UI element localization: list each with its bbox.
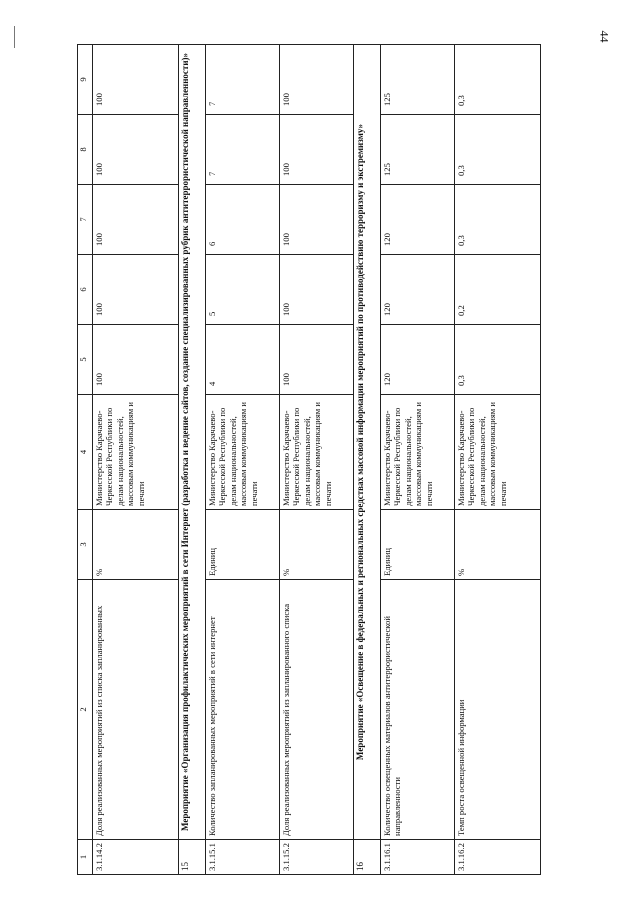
page-number: 44 xyxy=(597,30,612,43)
value-cell: 7 xyxy=(206,115,280,185)
table-row xyxy=(93,45,179,875)
value-cell: 4 xyxy=(206,325,280,395)
value-cell: 0,2 xyxy=(455,255,541,325)
section-title: Мероприятие «Организация профилактических мероприятий в сети Интернет (разработка и ведение сайтов, создание специализированных рубрик антитеррористической направленности)» xyxy=(179,45,206,840)
indicator-name: Доля реализованных мероприятий из запланированного списка xyxy=(280,580,354,840)
unit-cell: % xyxy=(280,510,354,580)
column-header: 4 xyxy=(78,395,93,510)
row-code: 3.1.16.2 xyxy=(455,840,541,875)
value-cell: 100 xyxy=(280,45,354,115)
value-cell: 0,3 xyxy=(455,325,541,395)
value-cell: 120 xyxy=(381,255,455,325)
column-header: 9 xyxy=(78,45,93,115)
value-cell: 7 xyxy=(206,45,280,115)
value-cell: 0,3 xyxy=(455,115,541,185)
executor-cell: Министерство Карачаево-Черкесской Республики по делам национальностей, массовым коммуникациям и печати xyxy=(93,395,179,510)
column-header: 6 xyxy=(78,255,93,325)
column-header: 1 xyxy=(78,840,93,875)
executor-cell: Министерство Карачаево-Черкесской Республики по делам национальностей, массовым коммуникациям и печати xyxy=(455,395,541,510)
column-header: 3 xyxy=(78,510,93,580)
section-code: 15 xyxy=(179,840,206,875)
value-cell: 100 xyxy=(280,325,354,395)
indicator-name: Темп роста освещенной информации xyxy=(455,580,541,840)
value-cell: 100 xyxy=(93,185,179,255)
scan-edge-mark xyxy=(14,26,15,48)
value-cell: 120 xyxy=(381,185,455,255)
value-cell: 100 xyxy=(280,255,354,325)
column-header: 2 xyxy=(78,580,93,840)
value-cell: 0,3 xyxy=(455,45,541,115)
section-code: 16 xyxy=(354,840,381,875)
indicator-name: Доля реализованных мероприятий из списка запланированных xyxy=(93,580,179,840)
indicators-table xyxy=(77,44,541,875)
table-row xyxy=(206,45,280,875)
value-cell: 100 xyxy=(93,45,179,115)
table-row xyxy=(381,45,455,875)
executor-cell: Министерство Карачаево-Черкесской Республики по делам национальностей, массовым коммуникациям и печати xyxy=(381,395,455,510)
row-code: 3.1.15.2 xyxy=(280,840,354,875)
section-title: Мероприятие «Освещение в федеральных и региональных средствах массовой информации мероприятий по противодействию терроризму и экстремизму» xyxy=(354,45,381,840)
value-cell: 100 xyxy=(93,115,179,185)
row-code: 3.1.14.2 xyxy=(93,840,179,875)
value-cell: 120 xyxy=(381,325,455,395)
value-cell: 0,3 xyxy=(455,185,541,255)
value-cell: 100 xyxy=(280,185,354,255)
row-code: 3.1.15.1 xyxy=(206,840,280,875)
value-cell: 6 xyxy=(206,185,280,255)
section-row xyxy=(179,45,206,875)
section-row xyxy=(354,45,381,875)
executor-cell: Министерство Карачаево-Черкесской Республики по делам национальностей, массовым коммуникациям и печати xyxy=(206,395,280,510)
table-row xyxy=(455,45,541,875)
unit-cell: Единиц xyxy=(206,510,280,580)
row-code: 3.1.16.1 xyxy=(381,840,455,875)
column-header: 7 xyxy=(78,185,93,255)
executor-cell: Министерство Карачаево-Черкесской Республики по делам национальностей, массовым коммуникациям и печати xyxy=(280,395,354,510)
value-cell: 100 xyxy=(93,255,179,325)
unit-cell: Единиц xyxy=(381,510,455,580)
unit-cell: % xyxy=(455,510,541,580)
column-header-row xyxy=(78,45,93,875)
value-cell: 125 xyxy=(381,45,455,115)
value-cell: 100 xyxy=(280,115,354,185)
column-header: 5 xyxy=(78,325,93,395)
indicator-name: Количество запланированных мероприятий в сети интернет xyxy=(206,580,280,840)
unit-cell: % xyxy=(93,510,179,580)
value-cell: 100 xyxy=(93,325,179,395)
rotated-table-wrapper xyxy=(77,45,612,875)
table-row xyxy=(280,45,354,875)
value-cell: 5 xyxy=(206,255,280,325)
indicator-name: Количество освещенных материалов антитеррористической направленности xyxy=(381,580,455,840)
column-header: 8 xyxy=(78,115,93,185)
value-cell: 125 xyxy=(381,115,455,185)
